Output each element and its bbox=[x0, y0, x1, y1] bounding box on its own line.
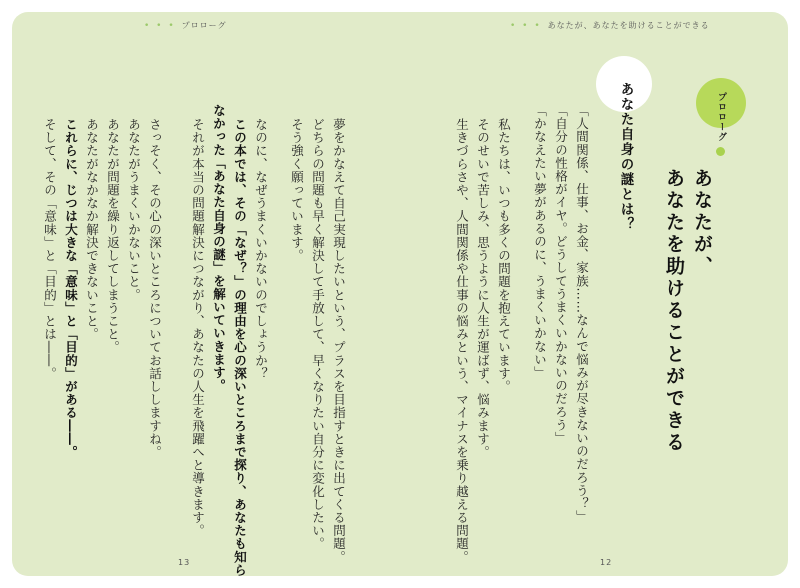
right-header-label: あなたが、あなたを助けることができる bbox=[547, 21, 710, 30]
left-page-number: 13 bbox=[178, 558, 191, 567]
emphasis-line: この本では、その「なぜ？」の理由を心の深いところまで探り、あなたも知ら bbox=[232, 118, 248, 577]
paragraph-line: そのせいで苦しみ、思うように人生が運ばず、悩みます。 bbox=[475, 118, 491, 459]
left-running-header bbox=[144, 20, 227, 31]
decorative-green-dot bbox=[716, 147, 725, 156]
paragraph-line: 夢をかなえて自己実現したいという、プラスを目指すときに出てくる問題。 bbox=[331, 118, 347, 564]
quote-line: 「かなえたい夢があるのに、うまくいかない」 bbox=[532, 104, 548, 380]
chapter-badge-label: プロローグ bbox=[716, 92, 726, 142]
quote-line: 「自分の性格がイヤ。どうしてうまくいかないのだろう」 bbox=[553, 104, 569, 445]
paragraph-line: なのに、なぜうまくいかないのでしょうか？ bbox=[253, 118, 269, 380]
chapter-title-line-2: あなたを助けることができる bbox=[663, 168, 685, 454]
paragraph-line: 生きづらさや、人間関係や仕事の悩みという、マイナスを乗り越える問題。 bbox=[454, 118, 470, 564]
right-page-number: 12 bbox=[600, 558, 613, 567]
paragraph-line: あなたがうまくいかないこと。 bbox=[126, 118, 142, 302]
chapter-title-line-1: あなたが、 bbox=[691, 168, 713, 278]
paragraph-line: あなたがなかなか解決できないこと。 bbox=[84, 118, 100, 341]
right-running-header bbox=[510, 20, 710, 31]
header-dots: • • • bbox=[144, 20, 176, 31]
emphasis-line: これらに、じつは大きな「意味」と「目的」がある――。 bbox=[63, 118, 79, 459]
paragraph-line: そう強く願っています。 bbox=[289, 118, 305, 263]
paragraph-line: そして、その「意味」と「目的」とは――。 bbox=[42, 118, 58, 380]
paragraph-line: あなたが問題を繰り返してしまうこと。 bbox=[105, 118, 121, 354]
emphasis-line: なかった「あなた自身の謎」を解いていきます。 bbox=[211, 104, 227, 393]
section-heading: あなた自身の謎とは？ bbox=[617, 82, 634, 232]
paragraph-line: どちらの問題も早く解決して手放して、早くなりたい自分に変化したい。 bbox=[310, 118, 326, 551]
quote-line: 「人間関係、仕事、お金、家族……なんで悩みが尽きないのだろう？」 bbox=[574, 104, 590, 524]
paragraph-line: それが本当の問題解決につながり、あなたの人生を飛躍へと導きます。 bbox=[190, 118, 206, 538]
header-dots: • • • bbox=[510, 20, 542, 31]
paragraph-line: さっそく、その心の深いところについてお話ししますね。 bbox=[147, 118, 163, 459]
paragraph-line: 私たちは、いつも多くの問題を抱えています。 bbox=[496, 118, 512, 394]
left-header-label: プロローグ bbox=[181, 21, 227, 30]
